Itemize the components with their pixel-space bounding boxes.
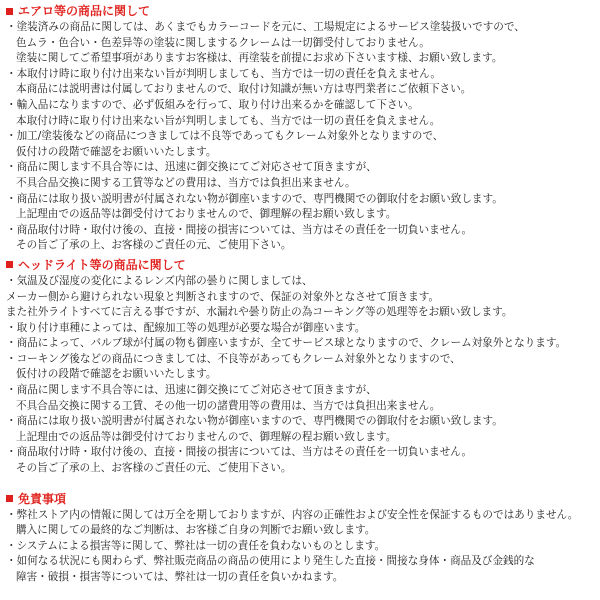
red-square-icon: [6, 495, 13, 502]
notice-line: 仮付けの段階で確認をお願いいたします。: [16, 368, 217, 381]
notice-line: 本商品には説明書は付属しておりませんので、取付け知識が無い方は専門業者にご依頼下さい。: [16, 83, 472, 96]
notice-line: ・加工/塗装後などの商品につきましては不良等であってもクレーム対象外となりますので、: [6, 130, 444, 143]
notice-line: 不具合品交換に関する工賃、その他一切の諸費用等の費用は、当方では負担出来ません。: [16, 399, 441, 412]
notice-line: 本取付け時に取り付け出来ない旨が判明しましても、当方では一切の責任を負えません。: [16, 114, 441, 127]
notice-line: ・商品に関します不具合等には、迅速に御交換にてご対応させて頂きますが、: [6, 161, 377, 174]
notice-line: 仮付けの段階で確認をお願いいたします。: [16, 145, 217, 158]
notice-line: ・システムによる損害等に関して、弊社は一切の責任を負わないものとします。: [6, 539, 386, 552]
notice-line: 色ムラ・色合い・色差异等の塗装に関しまするクレームは一切御受付しておりません。: [16, 36, 430, 49]
notice-line: 障害・破損・損害等については、弊社は一切の責任を負いかねます。: [16, 571, 344, 583]
notice-line: その旨ご了承の上、お客様のご責任の元、ご使用下さい。: [16, 462, 292, 475]
notice-line: ・本取付け時に取り付け出来ない旨が判明しましても、当方では一切の責任を負えません。: [6, 67, 441, 80]
notice-line: 塗装に関してご希望事項がありますお客様は、再塗装を前提にお求め下さいます様、お願い致します。: [16, 52, 503, 65]
section-aero-parts: [6, 3, 596, 254]
section-heading: [6, 257, 596, 273]
spacer: [6, 477, 596, 491]
notice-line: 購入に関しての最終的なご判断は、お客様ご自身の判断でお願い致します。: [16, 524, 376, 537]
notice-line: ・輸入品になりますので、必ず仮組みを行って、取り付け出来るかを確認して下さい。: [6, 98, 419, 111]
notice-line: メーカー側から避けられない現象と判断されますので、保証の対象外となさせて頂きます。: [6, 290, 440, 303]
red-square-icon: [6, 261, 13, 268]
notice-line: ・商品には取り扱い説明書が付属されない物が御座いますので、専門機関での御取付をお願い致します。: [6, 415, 503, 428]
notice-line: その旨ご了承の上、お客様のご責任の元、ご使用下さい。: [16, 239, 292, 252]
notice-line: ・コーキング後などの商品につきましては、不良等があってもクレーム対象外となりますので、: [6, 352, 461, 365]
notice-line: ・取り付け車種によっては、配線加工等の処理が必要な場合が御座います。: [6, 321, 366, 334]
notice-line: ・商品には取り扱い説明書が付属されない物が御座いますので、専門機関での御取付をお願い致します。: [6, 192, 503, 205]
notice-line: ・弊社ストア内の情報に関しては万全を期しておりますが、内容の正確性および安全性を保証するものではありません。: [6, 508, 579, 521]
section-title: エアロ等の商品に関して: [18, 4, 151, 18]
notice-line: 不具合品交換に関する工賃等などの費用は、当方では負担出来ません。: [16, 176, 356, 189]
notice-line: ・気温及び湿度の変化によるレンズ内部の曇りに関しましては、: [6, 274, 313, 287]
notice-line: 上記理由での返品等は御受付けておりませんので、御理解の程お願い致します。: [16, 208, 397, 221]
section-heading: [6, 3, 596, 19]
red-square-icon: [6, 8, 13, 15]
section-title: 免責事項: [18, 491, 67, 506]
notice-line: ・商品取付け時・取付け後の、直接・間接の損害については、当方はその責任を一切負いません。: [6, 446, 473, 459]
section-disclaimer: [6, 491, 596, 586]
section-title: ヘッドライト等の商品に関して: [18, 257, 186, 272]
section-heading: [6, 491, 596, 507]
section-headlights: [6, 257, 596, 477]
notice-line: ・如何なる状況にも関わらず、弊社販売商品の商品の使用により発生した直接・間接な身体・商品及び金銭的な: [6, 555, 535, 568]
notice-line: ・塗装済みの商品に関しては、あくまでもカラーコードを元に、工場規定によるサービス塗装扱いですので、: [6, 21, 525, 33]
notice-line: ・商品に関します不具合等には、迅速に御交換にてご対応させて頂きますが、: [6, 384, 377, 397]
notice-line: また社外ライトすべてに言える事ですが、水漏れや曇り防止の為コーキング等の処理等をお願い致します。: [6, 306, 513, 319]
notice-document: [6, 3, 596, 586]
notice-line: ・商品によって、バルブ球が付属の物も御座いますが、全てサービス球となりますので、クレーム対象外となります。: [6, 337, 567, 350]
notice-line: ・商品取付け時・取付け後の、直接・間接の損害については、当方はその責任を一切負いません。: [6, 223, 473, 236]
notice-line: 上記理由での返品等は御受付けておりませんので、御理解の程お願い致します。: [16, 430, 397, 443]
